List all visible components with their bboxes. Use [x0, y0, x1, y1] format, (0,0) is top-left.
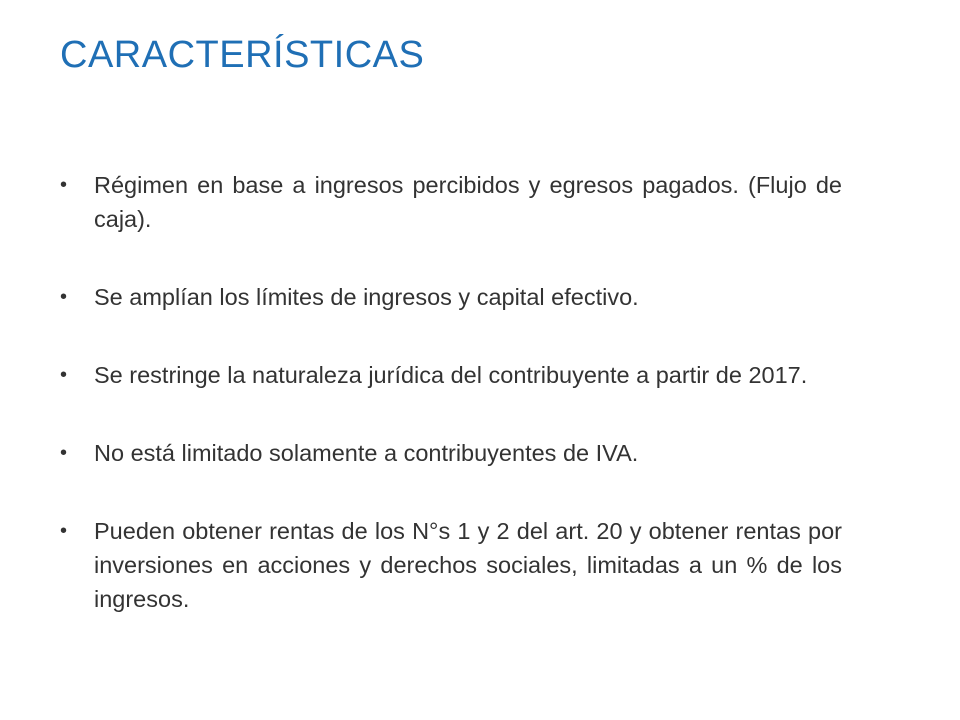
- bullet-list: [60, 168, 842, 616]
- bullet-item: [60, 436, 842, 470]
- bullet-item: [60, 358, 842, 392]
- bullet-icon: •: [60, 286, 68, 308]
- bullet-icon: •: [60, 174, 68, 196]
- bullet-icon: •: [60, 364, 68, 386]
- bullet-text: Pueden obtener rentas de los N°s 1 y 2 del art. 20 y obtener rentas por inversiones en acciones y derechos sociales, limitadas a un % de los ingresos.: [94, 518, 842, 612]
- slide-title: CARACTERÍSTICAS: [60, 34, 425, 76]
- bullet-item: [60, 280, 842, 314]
- bullet-icon: •: [60, 442, 68, 464]
- bullet-icon: •: [60, 520, 68, 542]
- bullet-text: Se restringe la naturaleza jurídica del contribuyente a partir de 2017.: [94, 362, 808, 388]
- bullet-text: Se amplían los límites de ingresos y capital efectivo.: [94, 284, 639, 310]
- bullet-item: [60, 168, 842, 236]
- bullet-text: No está limitado solamente a contribuyentes de IVA.: [94, 440, 639, 466]
- bullet-text: Régimen en base a ingresos percibidos y egresos pagados. (Flujo de caja).: [94, 172, 842, 232]
- bullet-item: [60, 514, 842, 616]
